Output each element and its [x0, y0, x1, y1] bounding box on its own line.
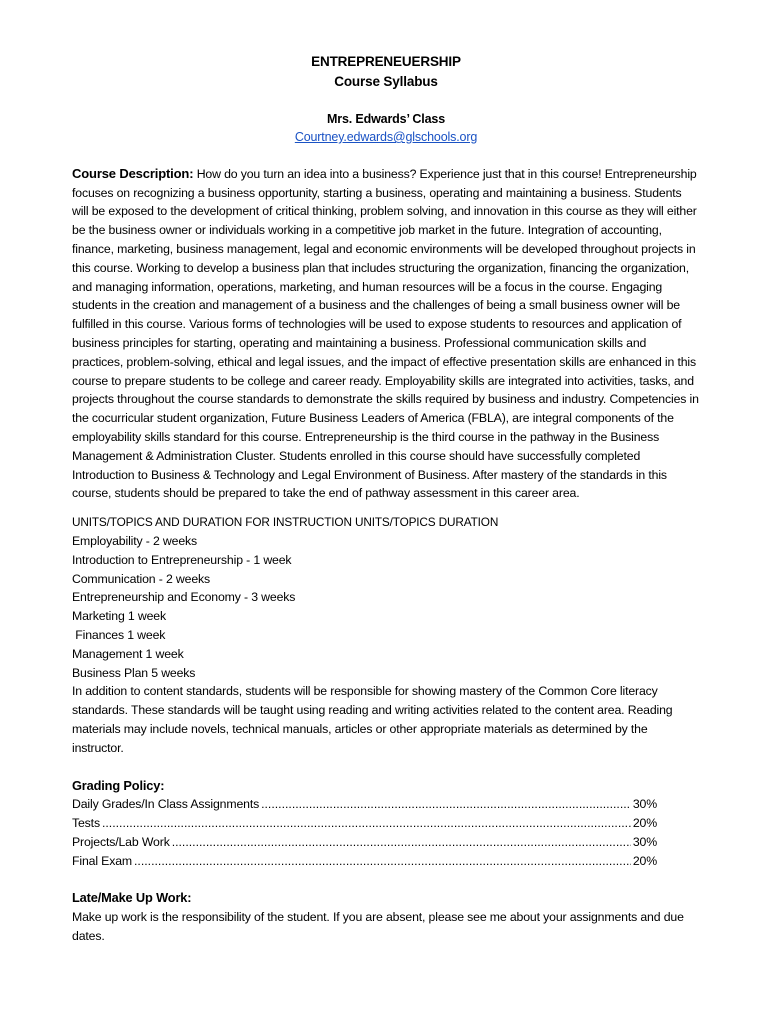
literacy-paragraph: In addition to content standards, students will be responsible for showing mastery of the Common Core literacy standards. These standards will be taught using reading and writing activities related to the content area. Reading materials may include novels, technical manuals, articles or other appropriate materials as determined by the instructor. [72, 684, 673, 755]
unit-item: Communication - 2 weeks [72, 571, 211, 586]
course-description [72, 165, 700, 503]
syllabus-page [72, 46, 700, 946]
document-header [72, 52, 700, 147]
teacher-email-link[interactable]: Courtney.edwards@glschools.org [294, 130, 478, 144]
teacher-name: Mrs. Edwards’ Class [326, 112, 446, 126]
unit-item: Marketing 1 week [72, 609, 166, 624]
unit-item: Finances 1 week [72, 627, 166, 642]
course-title: ENTREPRENEUERSHIP [311, 54, 461, 69]
grade-percent: 20% [632, 853, 657, 868]
grade-row [72, 814, 657, 833]
grade-row [72, 852, 657, 871]
grade-label: Projects/Lab Work [72, 834, 170, 849]
course-subtitle: Course Syllabus [334, 74, 438, 89]
unit-item: Management 1 week [72, 646, 184, 661]
unit-item: Entrepreneurship and Economy - 3 weeks [72, 590, 296, 605]
grading-title: Grading Policy: [72, 777, 165, 793]
grade-label: Daily Grades/In Class Assignments [72, 797, 260, 812]
units-header: UNITS/TOPICS AND DURATION FOR INSTRUCTION UNITS/TOPICS DURATION [72, 515, 499, 530]
grade-percent: 20% [632, 816, 657, 831]
late-work-section [72, 889, 700, 945]
dot-leader [134, 852, 631, 871]
late-work-title: Late/Make Up Work: [72, 890, 192, 906]
description-label: Course Description: [72, 165, 194, 181]
unit-item: Business Plan 5 weeks [72, 665, 196, 680]
grade-percent: 30% [632, 797, 657, 812]
dot-leader [102, 814, 631, 833]
unit-item: Introduction to Entrepreneurship - 1 week [72, 552, 292, 567]
grade-percent: 30% [632, 834, 657, 849]
grade-row [72, 833, 657, 852]
unit-item: Employability - 2 weeks [72, 533, 198, 548]
late-work-text: Make up work is the responsibility of the student. If you are absent, please see me about your assignments and due dates. [72, 910, 684, 944]
grading-policy [72, 777, 700, 871]
units-section [72, 513, 700, 757]
email-line [72, 128, 700, 147]
dot-leader [172, 833, 631, 852]
grade-label: Final Exam [72, 853, 133, 868]
description-text: How do you turn an idea into a business? Experience just that in this course! Entrepreneurship focuses on recognizing a business opportunity, starting a business, operating and maintaining a business. Students will be exposed to the development of critical thinking, problem solving, and innovation in this course as they will either be the business owner or individuals working in a competitive job market in the future. Integration of accounting, finance, marketing, business management, legal and economic environments will be developed throughout projects in this course. Working to develop a business plan that includes structuring the organization, financing the organization, and managing information, operations, marketing, and human resources will be a focus in the course. Engaging students in the creation and management of a business and the challenges of being a small business owner will be fulfilled in this course. Various forms of technologies will be used to expose students to resources and application of business principles for starting, operating and maintaining a business. Professional communication skills and practices, problem-solving, ethical and legal issues, and the impact of effective presentation skills are enhanced in this course to prepare students to be college and career ready. Employability skills are integrated into activities, tasks, and projects throughout the course standards to demonstrate the skills required by business and industry. Competencies in the cocurricular student organization, Future Business Leaders of America (FBLA), are integral components of the employability skills standard for this course. Entrepreneurship is the third course in the pathway in the Business Management & Administration Cluster. Students enrolled in this course should have successfully completed Introduction to Business & Technology and Legal Environment of Business. After mastery of the standards in this course, students should be prepared to take the end of pathway assessment in this career area. [72, 166, 699, 501]
grade-label: Tests [72, 816, 100, 831]
grade-row [72, 795, 657, 814]
dot-leader [261, 795, 631, 814]
